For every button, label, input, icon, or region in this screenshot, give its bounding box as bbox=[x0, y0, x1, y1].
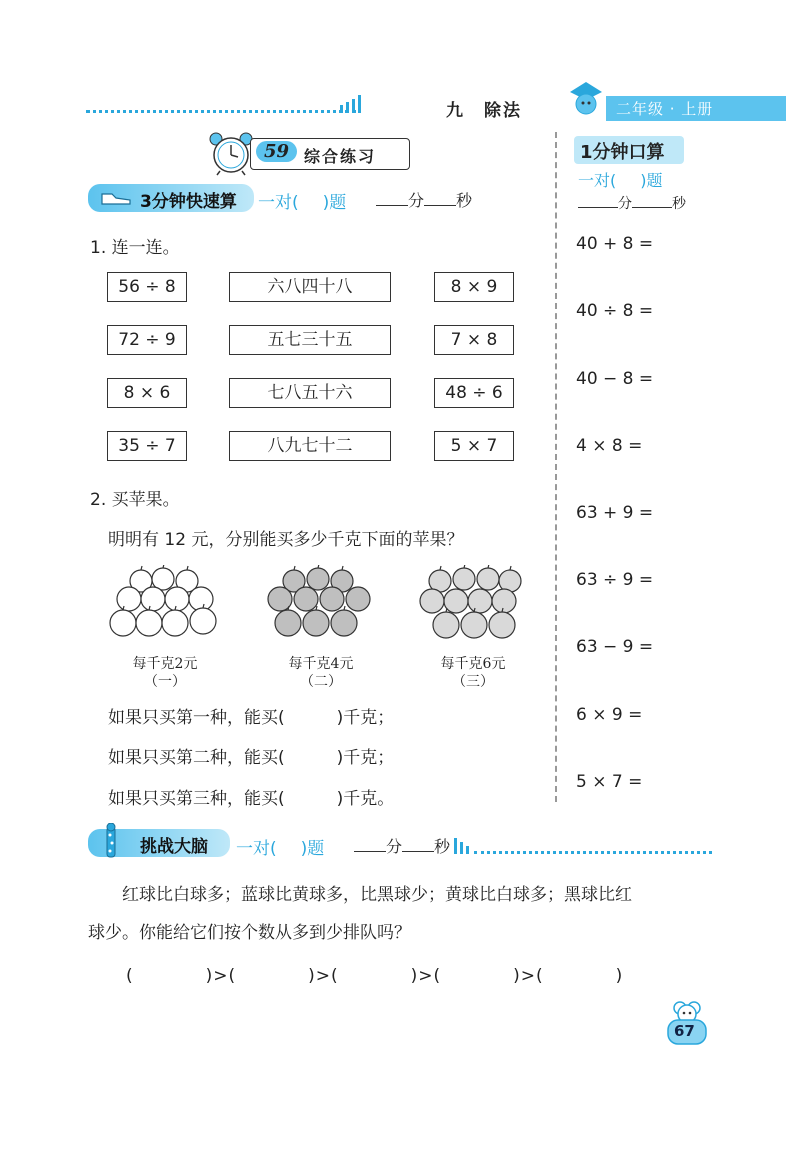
oral-item[interactable]: 6 × 9 = bbox=[576, 705, 643, 725]
column-divider bbox=[555, 132, 557, 802]
oral-seconds-label: 秒 bbox=[672, 196, 686, 212]
left-expression-box[interactable]: 72 ÷ 9 bbox=[107, 325, 187, 355]
alarm-clock-icon bbox=[206, 130, 256, 176]
oral-item[interactable]: 5 × 7 = bbox=[576, 772, 643, 792]
rhyme-box[interactable]: 六八四十八 bbox=[229, 272, 391, 302]
oral-minutes-label: 分 bbox=[618, 196, 632, 212]
oral-item[interactable]: 63 + 9 = bbox=[576, 503, 654, 523]
grade-label: 二年级 · 上册 bbox=[606, 96, 786, 121]
rhyme-box[interactable]: 七八五十六 bbox=[229, 378, 391, 408]
quick-calc-time bbox=[376, 188, 472, 211]
answer-suffix: )千克； bbox=[336, 748, 395, 768]
challenge-seconds-blank[interactable] bbox=[402, 839, 434, 852]
header-dotted-rule bbox=[86, 110, 356, 113]
left-expression-box[interactable]: 35 ÷ 7 bbox=[107, 431, 187, 461]
challenge-order-answer[interactable]: ( )>( )>( )>( )>( ) bbox=[126, 966, 624, 986]
apple-price-1: 每千克2元 bbox=[132, 656, 198, 672]
quick-calc-correct-suffix: )题 bbox=[322, 193, 347, 213]
challenge-seconds-label: 秒 bbox=[434, 837, 451, 856]
answer-line-2 bbox=[108, 743, 394, 768]
q1-title: 1. 连一连。 bbox=[90, 238, 180, 258]
quick-calc-title: 3分钟快速算 bbox=[140, 192, 237, 212]
page-number: 67 bbox=[674, 1022, 695, 1040]
challenge-text-line2: 球少。你能给它们按个数从多到少排队吗？ bbox=[88, 923, 411, 943]
right-expression-box[interactable]: 5 × 7 bbox=[434, 431, 514, 461]
right-expression-box[interactable]: 8 × 9 bbox=[434, 272, 514, 302]
shoe-icon bbox=[100, 188, 132, 208]
apple-label-1: （一） bbox=[144, 674, 186, 690]
quick-calc-correct-prefix: 一对( bbox=[258, 193, 299, 213]
challenge-dotted-rule bbox=[474, 851, 712, 854]
oral-item[interactable]: 63 − 9 = bbox=[576, 637, 654, 657]
answer-suffix: )千克。 bbox=[336, 789, 395, 809]
right-expression-box[interactable]: 48 ÷ 6 bbox=[434, 378, 514, 408]
rhyme-box[interactable]: 五七三十五 bbox=[229, 325, 391, 355]
minutes-blank[interactable] bbox=[376, 193, 408, 206]
challenge-text-line1: 红球比白球多；蓝球比黄球多，比黑球少；黄球比白球多；黑球比红 bbox=[122, 885, 632, 905]
seconds-blank[interactable] bbox=[424, 193, 456, 206]
seconds-label: 秒 bbox=[456, 191, 473, 210]
left-expression-box[interactable]: 56 ÷ 8 bbox=[107, 272, 187, 302]
oral-item[interactable]: 40 + 8 = bbox=[576, 234, 654, 254]
apple-label-3: （三） bbox=[452, 674, 494, 690]
challenge-minutes-blank[interactable] bbox=[354, 839, 386, 852]
challenge-time bbox=[354, 834, 450, 857]
left-expression-box[interactable]: 8 × 6 bbox=[107, 378, 187, 408]
oral-item[interactable]: 40 ÷ 8 = bbox=[576, 301, 654, 321]
apple-pile-1-image bbox=[105, 565, 230, 650]
oral-calc-score bbox=[578, 168, 663, 191]
answer-prefix: 如果只买第二种，能买( bbox=[108, 748, 285, 768]
right-expression-box[interactable]: 7 × 8 bbox=[434, 325, 514, 355]
grade-mascot-icon bbox=[566, 78, 608, 118]
apple-price-3: 每千克6元 bbox=[440, 656, 506, 672]
oral-minutes-blank[interactable] bbox=[578, 195, 618, 208]
q2-title: 2. 买苹果。 bbox=[90, 490, 180, 510]
challenge-bars-icon bbox=[452, 834, 476, 856]
rhyme-box[interactable]: 八九七十二 bbox=[229, 431, 391, 461]
oral-correct-prefix: 一对( bbox=[578, 171, 617, 190]
answer-line-1 bbox=[108, 703, 394, 728]
challenge-correct-prefix: 一对( bbox=[236, 839, 277, 859]
apple-pile-2-image bbox=[258, 565, 383, 650]
apple-label-2: （二） bbox=[300, 674, 342, 690]
challenge-minutes-label: 分 bbox=[386, 837, 403, 856]
oral-calc-title: 1分钟口算 bbox=[580, 142, 665, 163]
answer-prefix: 如果只买第一种，能买( bbox=[108, 708, 285, 728]
oral-item[interactable]: 40 − 8 = bbox=[576, 369, 654, 389]
giraffe-icon bbox=[100, 823, 122, 859]
header-bars-icon bbox=[338, 93, 366, 115]
oral-seconds-blank[interactable] bbox=[632, 195, 672, 208]
lesson-number: 59 bbox=[256, 141, 297, 162]
oral-calc-time bbox=[578, 193, 686, 213]
challenge-score bbox=[236, 834, 324, 859]
oral-item[interactable]: 63 ÷ 9 = bbox=[576, 570, 654, 590]
challenge-title: 挑战大脑 bbox=[140, 837, 208, 857]
minutes-label: 分 bbox=[408, 191, 425, 210]
quick-calc-banner bbox=[88, 184, 254, 212]
quick-calc-score bbox=[258, 188, 346, 213]
answer-prefix: 如果只买第三种，能买( bbox=[108, 789, 285, 809]
oral-correct-suffix: )题 bbox=[640, 171, 663, 190]
apple-price-2: 每千克4元 bbox=[288, 656, 354, 672]
answer-suffix: )千克； bbox=[336, 708, 395, 728]
q2-prompt: 明明有 12 元，分别能买多少千克下面的苹果？ bbox=[108, 530, 464, 550]
oral-item[interactable]: 4 × 8 = bbox=[576, 436, 643, 456]
challenge-banner bbox=[88, 829, 230, 857]
chapter-title: 九 除法 bbox=[446, 101, 522, 121]
apple-pile-3-image bbox=[412, 565, 537, 650]
lesson-title: 综合练习 bbox=[304, 147, 377, 166]
answer-line-3 bbox=[108, 784, 394, 809]
challenge-correct-suffix: )题 bbox=[300, 839, 325, 859]
